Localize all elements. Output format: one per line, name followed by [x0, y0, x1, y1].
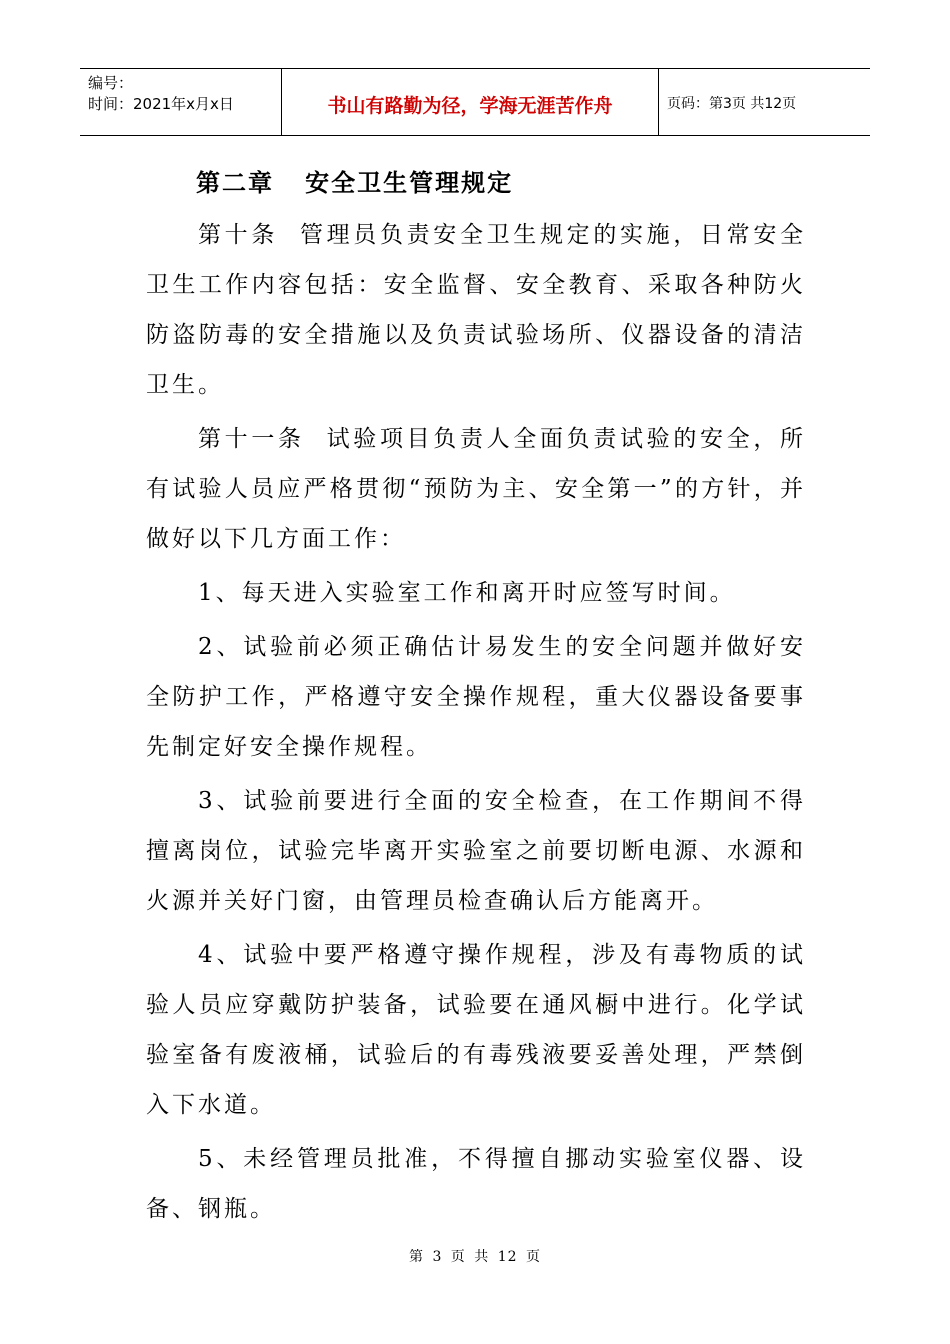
list-item-3: 3、试验前要进行全面的安全检查，在工作期间不得擅离岗位，试验完毕离开实验室之前要切断电源、水源和火源并关好门窗，由管理员检查确认后方能离开。: [146, 788, 806, 914]
header-page-cell: [659, 69, 870, 135]
motto-text: 书山有路勤为径，学海无涯苦作舟: [327, 94, 613, 117]
list-item-2: 2、试验前必须正确估计易发生的安全问题并做好安全防护工作，严格遵守安全操作规程，重大仪器设备要事先制定好安全操作规程。: [146, 634, 806, 760]
page-header: [80, 68, 870, 136]
header-meta-cell: [80, 69, 282, 135]
list-item-4: 4、试验中要严格遵守操作规程，涉及有毒物质的试验人员应穿戴防护装备，试验要在通风橱中进行。化学试验室备有废液桶，试验后的有毒残液要妥善处理，严禁倒入下水道。: [146, 942, 806, 1118]
header-motto-cell: [282, 69, 659, 135]
paragraph-article-10: 第十条 管理员负责安全卫生规定的实施，日常安全卫生工作内容包括：安全监督、安全教育、采取各种防火防盗防毒的安全措施以及负责试验场所、仪器设备的清洁卫生。: [146, 222, 806, 398]
page-footer: [0, 1246, 950, 1266]
list-item-5: 5、未经管理员批准，不得擅自挪动实验室仪器、设备、钢瓶。: [146, 1146, 806, 1222]
document-body: [146, 158, 806, 1238]
paragraph-article-11: 第十一条 试验项目负责人全面负责试验的安全，所有试验人员应严格贯彻“预防为主、安全第一”的方针，并做好以下几方面工作：: [146, 426, 806, 552]
list-item-1: 1、每天进入实验室工作和离开时应签写时间。: [198, 580, 736, 606]
footer-page-number: 第 3 页 共 12 页: [409, 1249, 541, 1265]
page-info: 页码：第3页 共12页: [667, 96, 797, 112]
chapter-title: 第二章 安全卫生管理规定: [196, 168, 514, 197]
time-label: 时间：2021年x月x日: [88, 95, 234, 113]
number-label: 编号：: [88, 74, 134, 92]
